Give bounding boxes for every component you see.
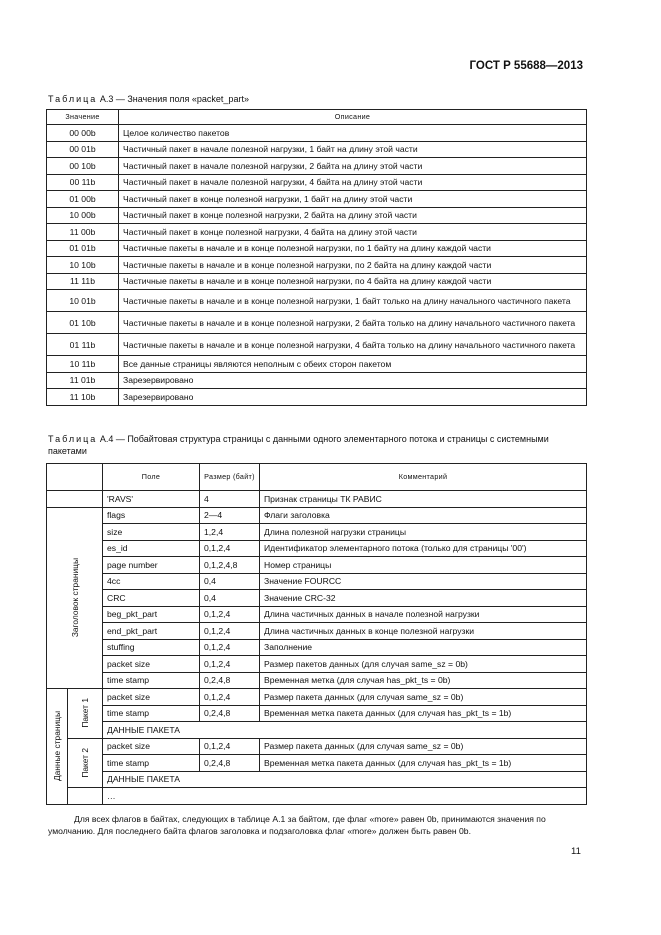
- comment-cell: Длина частичных данных в конце полезной нагрузки: [260, 623, 587, 640]
- column-header: Значение: [47, 110, 119, 125]
- size-cell: 0,4: [200, 590, 260, 607]
- field-cell: time stamp: [103, 755, 200, 772]
- page-number: 11: [571, 846, 581, 857]
- column-header: Описание: [119, 110, 587, 125]
- standard-number: ГОСТ Р 55688—2013: [469, 60, 583, 72]
- field-cell: page number: [103, 557, 200, 574]
- comment-cell: Заполнение: [260, 639, 587, 656]
- table-row: [47, 573, 587, 590]
- comment-cell: Номер страницы: [260, 557, 587, 574]
- table-row: [47, 257, 587, 274]
- size-cell: 0,2,4,8: [200, 705, 260, 722]
- group-page-header-label: Заголовок страницы: [69, 558, 80, 638]
- table-row: [47, 722, 587, 739]
- table-row: [47, 705, 587, 722]
- description-cell: Частичный пакет в конце полезной нагрузки, 1 байт на длину этой части: [119, 191, 587, 208]
- comment-cell: Идентификатор элементарного потока (только для страницы '00'): [260, 540, 587, 557]
- table-row: [47, 788, 587, 805]
- field-cell: 4cc: [103, 573, 200, 590]
- packet-data-cell: ДАННЫЕ ПАКЕТА: [103, 722, 587, 739]
- table-row: [47, 224, 587, 241]
- table-row: [47, 158, 587, 175]
- table-row: [47, 606, 587, 623]
- table-row: [47, 507, 587, 524]
- value-cell: 11 00b: [47, 224, 119, 241]
- table-row: [47, 372, 587, 389]
- size-cell: 1,2,4: [200, 524, 260, 541]
- caption-text: А.3 — Значения поля «packet_part»: [99, 94, 249, 104]
- description-cell: Зарезервировано: [119, 389, 587, 406]
- field-cell: end_pkt_part: [103, 623, 200, 640]
- caption-prefix: Таблица: [48, 434, 98, 444]
- packet-1-group-label: Пакет 1: [80, 698, 90, 729]
- value-cell: 01 00b: [47, 191, 119, 208]
- value-cell: 01 10b: [47, 312, 119, 334]
- table-row: [47, 623, 587, 640]
- table-row: [47, 125, 587, 142]
- field-cell: stuffing: [103, 639, 200, 656]
- description-cell: Частичные пакеты в начале и в конце полезной нагрузки, по 4 байта на длину каждой части: [119, 273, 587, 290]
- table-row: [47, 389, 587, 406]
- table-row: [47, 590, 587, 607]
- group-page-header: [47, 507, 103, 689]
- description-cell: Частичный пакет в конце полезной нагрузки, 2 байта на длину этой части: [119, 207, 587, 224]
- table-row: [47, 771, 587, 788]
- description-cell: Частичный пакет в конце полезной нагрузки, 4 байта на длину этой части: [119, 224, 587, 241]
- table-row: [47, 290, 587, 312]
- field-cell: beg_pkt_part: [103, 606, 200, 623]
- table-row: [47, 312, 587, 334]
- table-a4-caption: [48, 433, 589, 457]
- column-header: Комментарий: [260, 464, 587, 491]
- description-cell: Частичные пакеты в начале и в конце полезной нагрузки, 2 байта только на длину начального частичного пакета: [119, 312, 587, 334]
- comment-cell: Длина полезной нагрузки страницы: [260, 524, 587, 541]
- table-row: [47, 240, 587, 257]
- table-row: [47, 540, 587, 557]
- description-cell: Зарезервировано: [119, 372, 587, 389]
- field-cell: CRC: [103, 590, 200, 607]
- size-cell: 0,1,2,4: [200, 656, 260, 673]
- comment-cell: Флаги заголовка: [260, 507, 587, 524]
- table-row: [47, 557, 587, 574]
- size-cell: 0,1,2,4: [200, 738, 260, 755]
- value-cell: 00 01b: [47, 141, 119, 158]
- size-cell: 4: [200, 491, 260, 508]
- value-cell: 11 11b: [47, 273, 119, 290]
- size-cell: 0,1,2,4: [200, 639, 260, 656]
- empty-cell: [47, 491, 103, 508]
- table-row: [47, 738, 587, 755]
- description-cell: Частичные пакеты в начале и в конце полезной нагрузки, 1 байт только на длину начального частичного пакета: [119, 290, 587, 312]
- comment-cell: Размер пакетов данных (для случая same_sz = 0b): [260, 656, 587, 673]
- size-cell: 0,1,2,4: [200, 623, 260, 640]
- comment-cell: Значение CRC-32: [260, 590, 587, 607]
- packet-2-group: [68, 738, 103, 788]
- field-cell: es_id: [103, 540, 200, 557]
- size-cell: 0,1,2,4,8: [200, 557, 260, 574]
- field-cell: 'RAVS': [103, 491, 200, 508]
- comment-cell: Размер пакета данных (для случая same_sz = 0b): [260, 689, 587, 706]
- field-cell: packet size: [103, 738, 200, 755]
- comment-cell: Временная метка пакета данных (для случая has_pkt_ts = 1b): [260, 755, 587, 772]
- field-cell: packet size: [103, 656, 200, 673]
- value-cell: 10 00b: [47, 207, 119, 224]
- ellipsis-cell: …: [103, 788, 587, 805]
- comment-cell: Значение FOURCC: [260, 573, 587, 590]
- table-a3: [46, 109, 587, 406]
- caption-prefix: Таблица: [48, 94, 98, 104]
- table-row: [47, 334, 587, 356]
- size-cell: 2—4: [200, 507, 260, 524]
- value-cell: 01 11b: [47, 334, 119, 356]
- value-cell: 11 10b: [47, 389, 119, 406]
- size-cell: 0,2,4,8: [200, 755, 260, 772]
- group-page-data: [47, 689, 68, 805]
- comment-cell: Признак страницы ТК РАВИС: [260, 491, 587, 508]
- size-cell: 0,1,2,4: [200, 540, 260, 557]
- description-cell: Частичный пакет в начале полезной нагрузки, 4 байта на длину этой части: [119, 174, 587, 191]
- field-cell: packet size: [103, 689, 200, 706]
- table-row: [47, 174, 587, 191]
- table-row: [47, 207, 587, 224]
- table-a3-caption: [48, 94, 249, 104]
- packet-1-group: [68, 689, 103, 739]
- packet-data-cell: ДАННЫЕ ПАКЕТА: [103, 771, 587, 788]
- packet-2-group-label: Пакет 2: [80, 747, 90, 778]
- table-row: [47, 141, 587, 158]
- table-row: [47, 356, 587, 373]
- table-row: [47, 689, 587, 706]
- description-cell: Частичный пакет в начале полезной нагрузки, 1 байт на длину этой части: [119, 141, 587, 158]
- table-row: [47, 524, 587, 541]
- comment-cell: Временная метка пакета данных (для случая has_pkt_ts = 1b): [260, 705, 587, 722]
- value-cell: 11 01b: [47, 372, 119, 389]
- description-cell: Частичный пакет в начале полезной нагрузки, 2 байта на длину этой части: [119, 158, 587, 175]
- empty-header-cell: [47, 464, 103, 491]
- comment-cell: Длина частичных данных в начале полезной нагрузки: [260, 606, 587, 623]
- value-cell: 00 10b: [47, 158, 119, 175]
- value-cell: 10 01b: [47, 290, 119, 312]
- description-cell: Частичные пакеты в начале и в конце полезной нагрузки, по 1 байту на длину каждой части: [119, 240, 587, 257]
- size-cell: 0,1,2,4: [200, 689, 260, 706]
- size-cell: 0,2,4,8: [200, 672, 260, 689]
- value-cell: 00 00b: [47, 125, 119, 142]
- field-cell: time stamp: [103, 705, 200, 722]
- table-row: [47, 191, 587, 208]
- value-cell: 10 10b: [47, 257, 119, 274]
- description-cell: Все данные страницы являются неполным с обеих сторон пакетом: [119, 356, 587, 373]
- empty-cell: [68, 788, 103, 805]
- value-cell: 00 11b: [47, 174, 119, 191]
- value-cell: 01 01b: [47, 240, 119, 257]
- group-page-data-label: Данные страницы: [52, 711, 62, 782]
- comment-cell: Временная метка (для случая has_pkt_ts = 0b): [260, 672, 587, 689]
- field-cell: flags: [103, 507, 200, 524]
- description-cell: Целое количество пакетов: [119, 125, 587, 142]
- description-cell: Частичные пакеты в начале и в конце полезной нагрузки, по 2 байта на длину каждой части: [119, 257, 587, 274]
- note-paragraph: Для всех флагов в байтах, следующих в таблице А.1 за байтом, где флаг «more» равен 0b, принимаются значения по умолчанию. Для последнего байта флагов заголовка и подзаголовка флаг «more» должен быть равен 0b.: [48, 814, 546, 836]
- column-header: Размер (байт): [200, 464, 260, 491]
- table-row: [47, 656, 587, 673]
- table-row: [47, 491, 587, 508]
- table-row: [47, 273, 587, 290]
- value-cell: 10 11b: [47, 356, 119, 373]
- field-cell: time stamp: [103, 672, 200, 689]
- description-cell: Частичные пакеты в начале и в конце полезной нагрузки, 4 байта только на длину начального частичного пакета: [119, 334, 587, 356]
- comment-cell: Размер пакета данных (для случая same_sz = 0b): [260, 738, 587, 755]
- column-header: Поле: [103, 464, 200, 491]
- table-a4: [46, 463, 587, 805]
- caption-text: А.4 — Побайтовая структура страницы с данными одного элементарного потока и страницы с системными пакетами: [48, 434, 549, 456]
- size-cell: 0,4: [200, 573, 260, 590]
- table-row: [47, 672, 587, 689]
- table-row: [47, 755, 587, 772]
- field-cell: size: [103, 524, 200, 541]
- size-cell: 0,1,2,4: [200, 606, 260, 623]
- table-row: [47, 639, 587, 656]
